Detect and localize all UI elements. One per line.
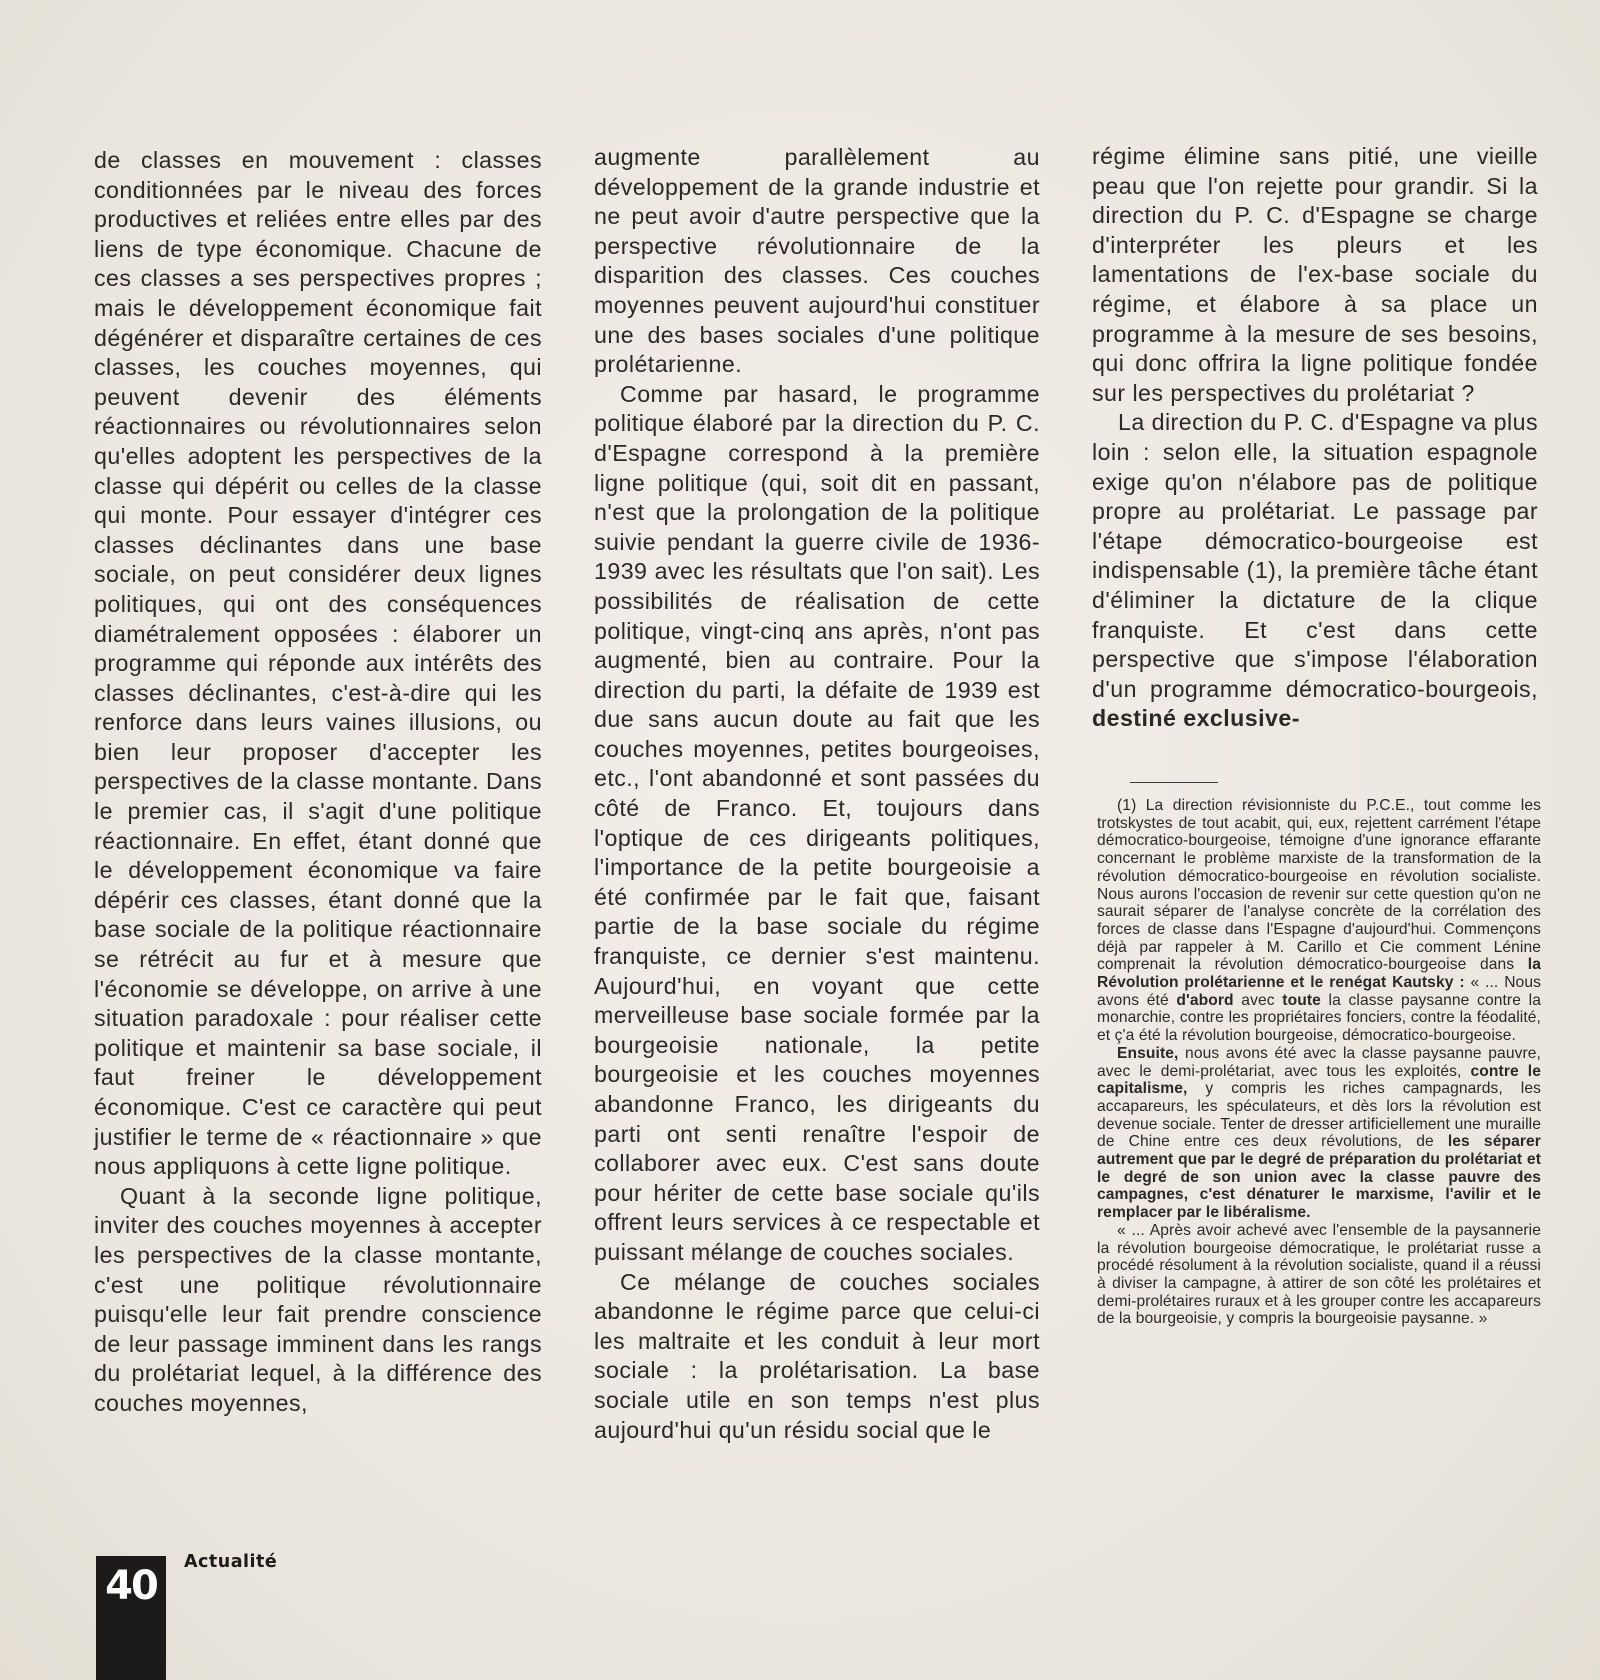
- footnote-text: avec: [1233, 991, 1283, 1009]
- footnote-text: la classe paysanne contre la monarchie, contre les propriétaires fonciers, contre la féodalité, et ç'a été la révolution bourgeoise, démocratico-bourgeoise.: [1097, 991, 1541, 1045]
- footnote-emphasis: d'abord: [1176, 991, 1234, 1009]
- paragraph: Ce mélange de couches sociales abandonne le régime parce que celui-ci les maltraite et les conduit à leur mort sociale : la prolétarisation. La base sociale utile en son temps n'est plus aujourd'hui qu'un résidu social que le: [594, 1268, 1040, 1443]
- paragraph-text: La direction du P. C. d'Espagne va plus loin : selon elle, la situation espagnole exige qu'on n'élabore pas de politique propre au prolétariat. Le passage par l'étape démocratico-bourgeoise est indispensable (1), la première tâche étant d'éliminer la dictature de la clique franquiste. Et c'est dans cette perspective que s'impose l'élaboration d'un programme démocratico-bourgeois,: [1092, 409, 1538, 702]
- paragraph: Quant à la seconde ligne politique, inviter des couches moyennes à accepter les perspectives de la classe montante, c'est une politique révolutionnaire puisqu'elle leur fait prendre conscience de leur passage imminent dans les rangs du prolétariat lequel, à la différence des couches moyennes,: [94, 1182, 542, 1416]
- footnote: [1097, 797, 1541, 1328]
- emphasis-text: destiné exclusive-: [1092, 705, 1300, 732]
- text-column-3: [1092, 142, 1538, 734]
- text-column-1: [94, 146, 542, 1419]
- paragraph: Comme par hasard, le programme politique élaboré par la direction du P. C. d'Espagne correspond à la première ligne politique (qui, soit dit en passant, n'est que la prolongation de la politique suivie pendant la guerre civile de 1936-1939 avec les résultats que l'on sait). Les possibilités de réalisation de cette politique, vingt-cinq ans après, n'ont pas augmenté, bien au contraire. Pour la direction du parti, la défaite de 1939 est due sans aucun doute au fait que les couches moyennes, petites bourgeoises, etc., l'ont abandonné et sont passées du côté de Franco. Et, toujours dans l'optique de ces dirigeants politiques, l'importance de la petite bourgeoisie a été confirmée par le fait que, faisant partie de la base sociale du régime franquiste, ce dernier s'est maintenu. Aujourd'hui, en voyant que cette merveilleuse base sociale formée par la bourgeoisie nationale, la petite bourgeoisie et les couches moyennes abandonne Franco, les dirigeants du parti ont senti renaître l'espoir de collaborer avec eux. C'est sans doute pour hériter de cette base sociale qu'ils offrent leurs services à ce respectable et puissant mélange de couches sociales.: [594, 380, 1040, 1265]
- footnote-text: (1) La direction révisionniste du P.C.E., tout comme les trotskystes de tout acabit, qui, eux, rejettent carrément l'étape démocratico-bourgeoise, témoigne d'une ignorance effarante concernant le problème marxiste de la transformation de la révolution démocratico-bourgeoise en révolution socialiste. Nous aurons l'occasion de revenir sur cette question qu'on ne saurait séparer de l'analyse concrète de la corrélation des forces de classe dans l'Espagne d'aujourd'hui. Commençons déjà par rappeler à M. Carillo et Cie comment Lénine comprenait la révolution démocratico-bourgeoise dans: [1097, 797, 1541, 974]
- footnote-text: « ... Nous avons été: [1097, 974, 1541, 1009]
- paragraph: augmente parallèlement au développement de la grande industrie et ne peut avoir d'autre perspective que la perspective révolutionnaire de la disparition des classes. Ces couches moyennes peuvent aujourd'hui constituer une des bases sociales d'une politique prolétarienne.: [594, 144, 1040, 378]
- page-number: 40: [105, 1563, 157, 1609]
- footnote-emphasis: la Révolution prolétarienne et le renégat Kautsky :: [1097, 956, 1541, 992]
- footnote-emphasis: toute: [1282, 991, 1321, 1009]
- paragraph: de classes en mouvement : classes conditionnées par le niveau des forces productives et reliées entre elles par des liens de type économique. Chacune de ces classes a ses perspectives propres ; mais le développement économique fait dégénérer et disparaître certaines de ces classes, les couches moyennes, qui peuvent devenir des éléments réactionnaires ou révolutionnaires selon qu'elles adoptent les perspectives de la classe qui dépérit ou celles de la classe qui monte. Pour essayer d'intégrer ces classes déclinantes dans une base sociale, on peut considérer deux lignes politiques, qui ont des conséquences diamétralement opposées : élaborer un programme qui réponde aux intérêts des classes déclinantes, c'est-à-dire qui les renforce dans leurs vaines illusions, ou bien leur proposer d'accepter les perspectives de la classe montante. Dans le premier cas, il s'agit d'une politique réactionnaire. En effet, étant donné que le développement économique va faire dépérir ces classes, étant donné que la base sociale de la politique réactionnaire se rétrécit au fur et à mesure que l'économie se développe, on arrive à une situation paradoxale : pour réaliser cette politique et maintenir sa base sociale, il faut freiner le développement économique. C'est ce caractère qui peut justifier le terme de « réactionnaire » que nous appliquons à cette ligne politique.: [94, 147, 542, 1180]
- footnote-text: y compris les riches campagnards, les accapareurs, les spéculateurs, et dès lors la révolution est devenue sociale. Tenter de dresser artificiellement une muraille de Chine entre ces deux révolutions, de: [1097, 1080, 1541, 1151]
- footnote-emphasis: les séparer autrement que par le degré de préparation du prolétariat et le degré de son union avec la classe pauvre des campagnes, c'est dénaturer le marxisme, l'avilir et le remplacer par le libéralisme.: [1097, 1133, 1541, 1222]
- footnote-text: nous avons été avec la classe paysanne pauvre, avec le demi-prolétariat, avec tous les exploités,: [1097, 1044, 1541, 1080]
- footnote-paragraph: [1097, 1222, 1541, 1328]
- paragraph: régime élimine sans pitié, une vieille peau que l'on rejette pour grandir. Si la direction du P. C. d'Espagne se charge d'interpréter les pleurs et les lamentations de l'ex-base sociale du régime, et élabore à sa place un programme à la mesure de ses besoins, qui donc offrira la ligne politique fondée sur les perspectives du prolétariat ?: [1092, 143, 1538, 406]
- footnote-paragraph: [1097, 1045, 1541, 1222]
- text-column-2: [594, 143, 1040, 1445]
- footnote-paragraph: [1097, 797, 1541, 1045]
- footnote-divider: [1130, 782, 1218, 783]
- section-title: Actualité: [184, 1552, 278, 1572]
- paragraph: [1092, 408, 1538, 734]
- footnote-emphasis: Ensuite,: [1117, 1044, 1179, 1062]
- footnote-text: « ... Après avoir achevé avec l'ensemble de la paysannerie la révolution bourgeoise démocratique, le prolétariat russe a procédé résolument à la révolution socialiste, quand il a réussi à diviser la campagne, à attirer de son côté les prolétaires et demi-prolétaires ruraux et à les grouper contre les accapareurs de la bourgeoisie, y compris la bourgeoisie paysanne. »: [1097, 1221, 1541, 1328]
- footnote-emphasis: contre le capitalisme,: [1097, 1062, 1541, 1098]
